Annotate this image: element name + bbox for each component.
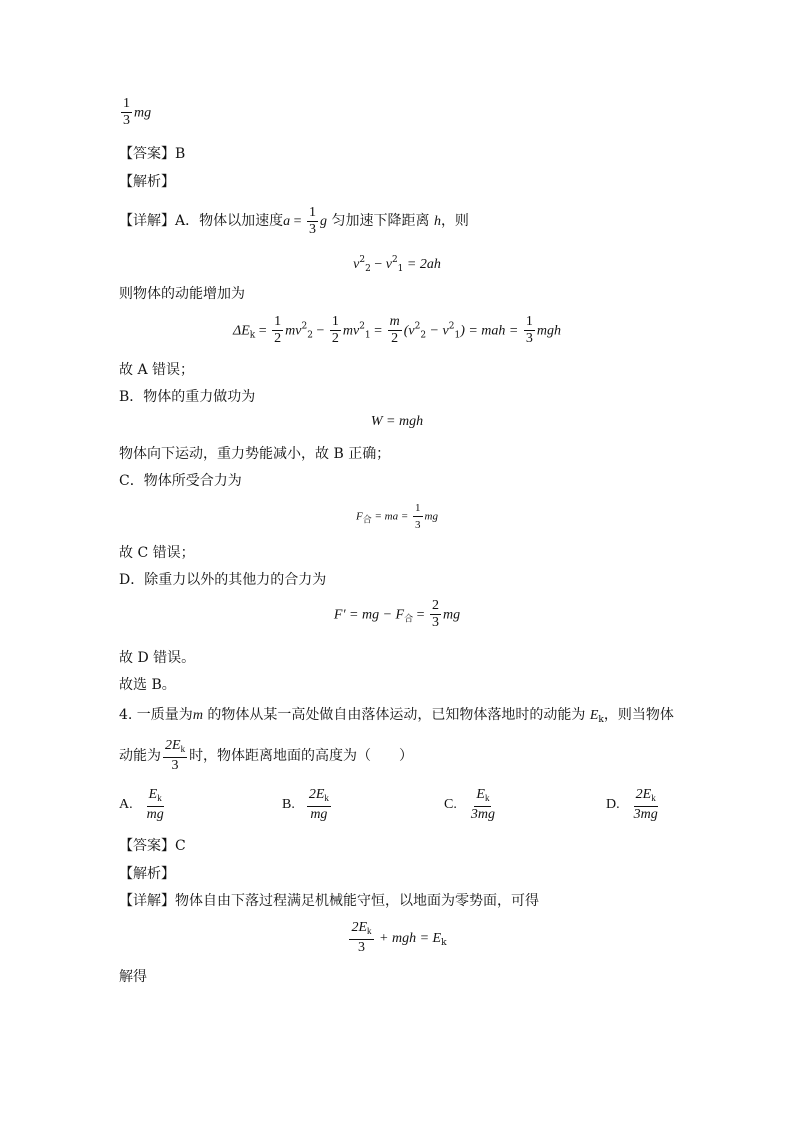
- b-line: B．物体的重力做功为: [119, 389, 256, 405]
- fraction: [632, 787, 660, 823]
- subscript: 2: [307, 330, 313, 341]
- superscript: 2: [448, 321, 455, 332]
- equation-net-force: [0, 500, 794, 533]
- fraction-denominator: 3: [431, 615, 439, 630]
- fraction-denominator: 3: [525, 331, 533, 346]
- eq-term: mgh: [536, 323, 561, 339]
- fraction: [349, 920, 373, 956]
- equation-other-force: [0, 598, 794, 631]
- option-letter: B.: [282, 797, 295, 812]
- superscript: 2: [359, 321, 365, 332]
- superscript: 2: [301, 321, 308, 332]
- option-letter: D.: [606, 797, 620, 812]
- question-4-line-1: [119, 706, 674, 729]
- fraction-denominator: 2: [331, 331, 339, 346]
- fraction: [307, 205, 318, 238]
- question-text: 动能为: [119, 748, 161, 764]
- answer-label-2: 【答案】C: [119, 838, 186, 854]
- equation-velocity: [0, 255, 794, 274]
- fraction-numerator: 1: [123, 96, 130, 111]
- question-4-line-2: [119, 738, 413, 774]
- equation-energy-conservation: [0, 920, 794, 956]
- equation-work: W = mgh: [370, 414, 424, 429]
- question-text: 4. 一质量为: [119, 707, 193, 723]
- fraction-numerator: [474, 787, 491, 807]
- operator: =: [370, 323, 386, 339]
- superscript: 2: [391, 255, 398, 265]
- eq-term: ) = mah =: [460, 323, 522, 339]
- superscript: 2: [359, 255, 366, 265]
- subscript: k: [157, 793, 162, 803]
- fraction: [307, 787, 331, 823]
- c-wrong-line: 故 C 错误；: [119, 545, 195, 561]
- fraction-denominator: 3: [309, 221, 317, 237]
- fraction: [413, 500, 423, 533]
- subscript: k: [651, 793, 656, 803]
- expression-tail: mg: [134, 105, 152, 121]
- fraction-numerator: 1: [274, 314, 282, 329]
- option-d[interactable]: [606, 787, 662, 823]
- fraction-denominator: mg: [146, 807, 164, 822]
- subscript: 2: [365, 264, 371, 274]
- eq-term: F′ = mg − F: [333, 607, 405, 623]
- choose-b-line: 故选 B。: [119, 677, 176, 693]
- fraction-numerator: 1: [331, 314, 339, 329]
- subscript: k: [598, 715, 604, 725]
- detail-a-suffix: 匀加速下降距离: [327, 213, 434, 229]
- eq-term: = ma =: [371, 510, 412, 523]
- detail-a-end: ，则: [440, 213, 469, 229]
- subscript: k: [249, 330, 256, 341]
- subscript: 合: [404, 614, 414, 625]
- solve-line: 解得: [119, 969, 147, 985]
- option-b[interactable]: [282, 787, 333, 823]
- fraction-denominator: 3: [123, 113, 130, 128]
- equals: =: [290, 214, 306, 229]
- fraction-numerator: [147, 787, 164, 807]
- fraction: [330, 314, 341, 347]
- fraction: [430, 598, 441, 631]
- subscript: 1: [364, 330, 371, 341]
- eq-term: v: [385, 257, 392, 272]
- answer-label-1: 【答案】B: [119, 146, 186, 162]
- equation-kinetic-energy: [0, 314, 794, 347]
- question-text: 时，物体距离地面的高度为（ ）: [189, 748, 414, 764]
- fraction-numerator: [307, 787, 331, 807]
- detail-a-line: [119, 204, 469, 239]
- fraction-denominator: 3: [415, 519, 421, 531]
- fraction-numerator: [163, 738, 187, 758]
- fraction: [469, 787, 497, 823]
- analysis-label-1: 【解析】: [119, 174, 175, 190]
- fraction-numerator: 1: [525, 314, 533, 329]
- numerator-text: E: [148, 787, 158, 802]
- eq-term: mg: [424, 510, 438, 523]
- fraction-numerator: [349, 920, 373, 940]
- detail-a-prefix: 【详解】A．物体以加速度: [119, 213, 284, 229]
- option-c[interactable]: [444, 787, 499, 823]
- operator: =: [255, 323, 271, 339]
- eq-term: mg: [442, 607, 461, 623]
- eq-term: mv: [285, 323, 302, 339]
- question-text: ，则当物体: [603, 707, 674, 723]
- superscript: 2: [414, 321, 421, 332]
- subscript: k: [441, 938, 447, 948]
- var-h: h: [433, 214, 441, 229]
- analysis-label-2: 【解析】: [119, 866, 175, 882]
- option-a[interactable]: [119, 787, 168, 823]
- kinetic-increase-line: 则物体的动能增加为: [119, 286, 245, 302]
- numerator-text: 2E: [351, 920, 368, 935]
- fraction-numerator: 1: [309, 204, 317, 220]
- eq-term: − v: [426, 323, 449, 339]
- subscript: k: [367, 926, 372, 936]
- eq-term: ΔE: [233, 323, 250, 339]
- option-letter: A.: [119, 797, 133, 812]
- eq-term: mv: [342, 323, 360, 339]
- operator: −: [370, 257, 386, 272]
- fraction-denominator: 2: [274, 331, 282, 346]
- subscript: 2: [420, 330, 427, 341]
- numerator-text: 2E: [165, 738, 181, 753]
- top-fraction-expression: [119, 96, 151, 129]
- numerator-text: 2E: [308, 787, 325, 802]
- eq-term: + mgh = E: [375, 931, 442, 946]
- fraction-denominator: mg: [310, 807, 328, 822]
- numerator-text: 2E: [635, 787, 652, 802]
- subscript: 1: [454, 330, 461, 341]
- operator: =: [413, 607, 428, 623]
- detail-2-line: 【详解】物体自由下落过程满足机械能守恒，以地面为零势面，可得: [119, 893, 539, 909]
- subscript: 1: [397, 264, 404, 274]
- subscript: k: [180, 744, 186, 754]
- d-line: D．除重力以外的其他力的合力为: [119, 572, 327, 588]
- var-g: g: [320, 214, 328, 229]
- subscript: 合: [362, 515, 372, 526]
- subscript: k: [484, 793, 490, 803]
- fraction: [163, 738, 187, 774]
- fraction-numerator: m: [389, 314, 400, 329]
- fraction-denominator: 3mg: [633, 807, 658, 822]
- question-text: 的物体从某一高处做自由落体运动，已知物体落地时的动能为: [202, 707, 590, 723]
- eq-term: (v: [403, 323, 415, 339]
- var-m: m: [192, 708, 203, 723]
- operator: −: [312, 323, 328, 339]
- eq-rhs: = 2ah: [403, 257, 441, 272]
- fraction: [272, 314, 283, 347]
- eq-term: F: [356, 510, 363, 523]
- fraction-denominator: 3mg: [470, 807, 495, 822]
- fraction-numerator: [634, 787, 658, 807]
- fraction-numerator: 2: [431, 598, 439, 613]
- d-wrong-line: 故 D 错误。: [119, 650, 196, 666]
- fraction: [121, 96, 132, 129]
- fraction-denominator: 3: [357, 940, 365, 955]
- a-wrong-line: 故 A 错误；: [119, 362, 195, 378]
- eq-term: v: [353, 257, 360, 272]
- b-conclusion-line: 物体向下运动，重力势能减小，故 B 正确；: [119, 446, 391, 462]
- option-letter: C.: [444, 797, 457, 812]
- fraction-denominator: 3: [171, 758, 179, 773]
- numerator-text: E: [476, 787, 485, 802]
- var-a: a: [283, 214, 291, 229]
- fraction: [145, 787, 166, 823]
- c-line: C．物体所受合力为: [119, 473, 242, 489]
- fraction: [388, 314, 402, 347]
- fraction-denominator: 2: [391, 331, 399, 346]
- var-E: E: [589, 708, 599, 723]
- fraction-numerator: 1: [413, 500, 423, 517]
- fraction: [524, 314, 535, 347]
- subscript: k: [324, 793, 329, 803]
